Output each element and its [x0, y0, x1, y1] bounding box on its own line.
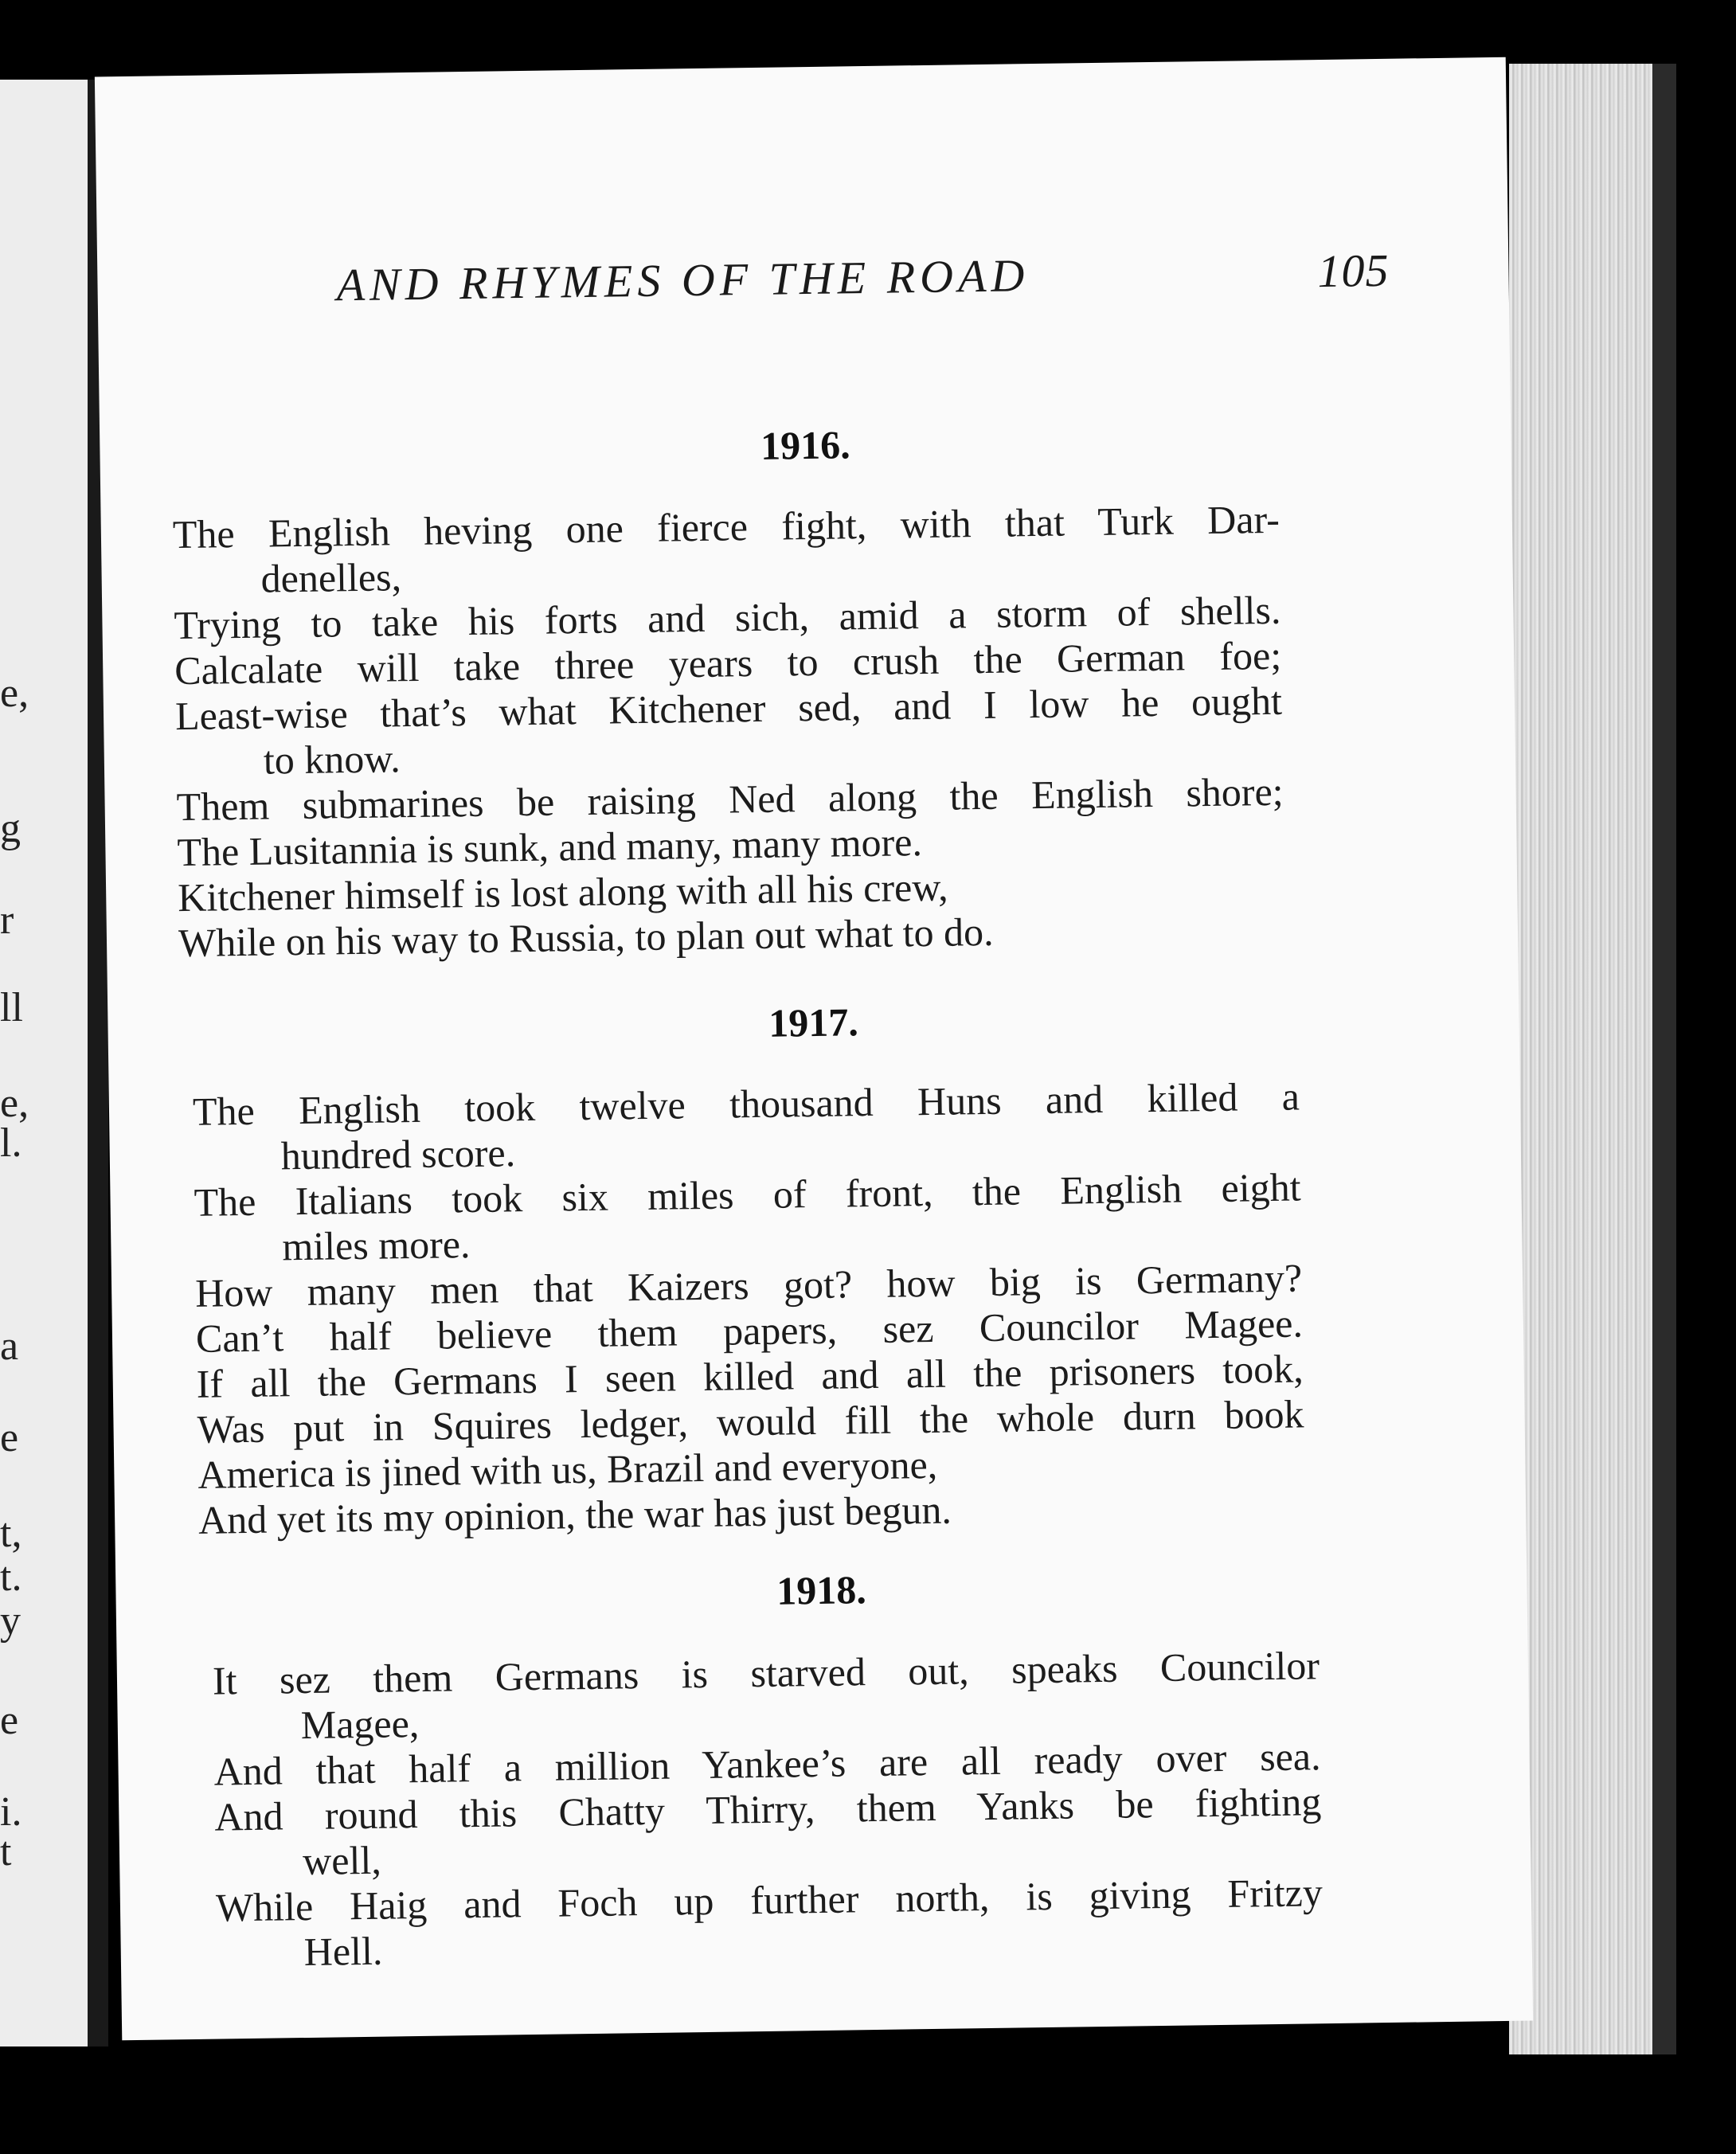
left-page-fragment: r	[0, 897, 14, 943]
poem-line: While Haig and Foch up further north, is giving Fritzy	[215, 1870, 1324, 1930]
page-number: 105	[1316, 244, 1390, 298]
left-page-fragment: e	[0, 1698, 19, 1743]
left-page-fragment: y	[0, 1598, 21, 1644]
running-title: AND RHYMES OF THE ROAD	[336, 249, 1030, 311]
section-year-heading: 1916.	[760, 422, 851, 468]
poem-line: It sez them Germans is starved out, speaks Councilor	[212, 1643, 1320, 1703]
poem-line: The English took twelve thousand Huns and killed a	[192, 1073, 1300, 1134]
poem-line: America is jined with us, Brazil and everyone,	[197, 1441, 938, 1497]
stanza	[193, 1073, 1306, 1542]
poem-line: The English heving one fierce fight, with that Turk Dar-	[172, 496, 1280, 557]
poem-line: And round this Chatty Thirry, them Yanks be fighting	[214, 1779, 1322, 1839]
section-year-heading: 1918.	[776, 1567, 867, 1613]
left-page-fragment: e,	[0, 1081, 29, 1126]
poem-line-continuation: denelles,	[260, 554, 402, 601]
poem-line: Them submarines be raising Ned along the English shore;	[176, 768, 1284, 830]
left-page-fragment: l.	[0, 1120, 22, 1166]
left-page-fragment: a	[0, 1323, 19, 1369]
poem-line: Can’t half believe them papers, sez Councilor Magee.	[195, 1300, 1304, 1361]
book-page	[95, 57, 1533, 2041]
poem-line: Trying to take his forts and sich, amid a storm of shells.	[174, 587, 1281, 648]
poem-line: If all the Germans I seen killed and all the prisoners took,	[196, 1346, 1304, 1406]
page-stack-edges	[1509, 64, 1652, 2054]
poem-line: Calcalate will take three years to crush the German foe;	[174, 632, 1282, 694]
section-year-heading: 1917.	[768, 999, 859, 1046]
left-page-fragment: ll	[0, 985, 23, 1030]
poem-line: Least-wise that’s what Kitchener sed, and I low he ought	[174, 678, 1283, 739]
stanza	[173, 497, 1286, 966]
poem-line-continuation: hundred score.	[280, 1130, 516, 1179]
left-page-fragment: t,	[0, 1511, 22, 1556]
poem-line: And that half a million Yankee’s are all ready over sea.	[213, 1734, 1321, 1794]
poem-section-1918	[115, 1553, 1532, 1978]
poem-section-1916	[100, 408, 1518, 968]
left-page-fragment: e	[0, 1415, 19, 1460]
poem-line: Was put in Squires ledger, would fill the whole durn book	[197, 1391, 1304, 1452]
poem-line-continuation: miles more.	[282, 1222, 471, 1269]
poem-line: How many men that Kaizers got? how big is Germany?	[194, 1255, 1303, 1315]
left-page-fragment: i.	[0, 1789, 22, 1835]
poem-line: The Italians took six miles of front, the English eight	[194, 1164, 1301, 1225]
poem-line: Kitchener himself is lost along with all his crew,	[177, 864, 948, 921]
poem-section-1917	[108, 985, 1526, 1545]
left-page-fragment: g	[0, 806, 21, 851]
page-header	[336, 244, 1390, 314]
book-cover-edge	[1652, 64, 1676, 2054]
poem-line: The Lusitannia is sunk, and many, many more.	[177, 819, 923, 875]
poem-line-continuation: well,	[302, 1837, 382, 1884]
poem-line-continuation: to know.	[263, 736, 401, 783]
poem-line-continuation: Hell.	[303, 1928, 383, 1975]
poem-line: While on his way to Russia, to plan out what to do.	[178, 909, 994, 966]
stanza	[213, 1643, 1324, 1976]
poem-line-continuation: Magee,	[300, 1701, 420, 1748]
left-page-fragment: t.	[0, 1554, 22, 1600]
left-page-fragment: e,	[0, 670, 29, 716]
previous-page-edge	[0, 80, 88, 2046]
poem-line: And yet its my opinion, the war has just begun.	[197, 1487, 952, 1542]
left-page-fragment: t	[0, 1829, 12, 1874]
